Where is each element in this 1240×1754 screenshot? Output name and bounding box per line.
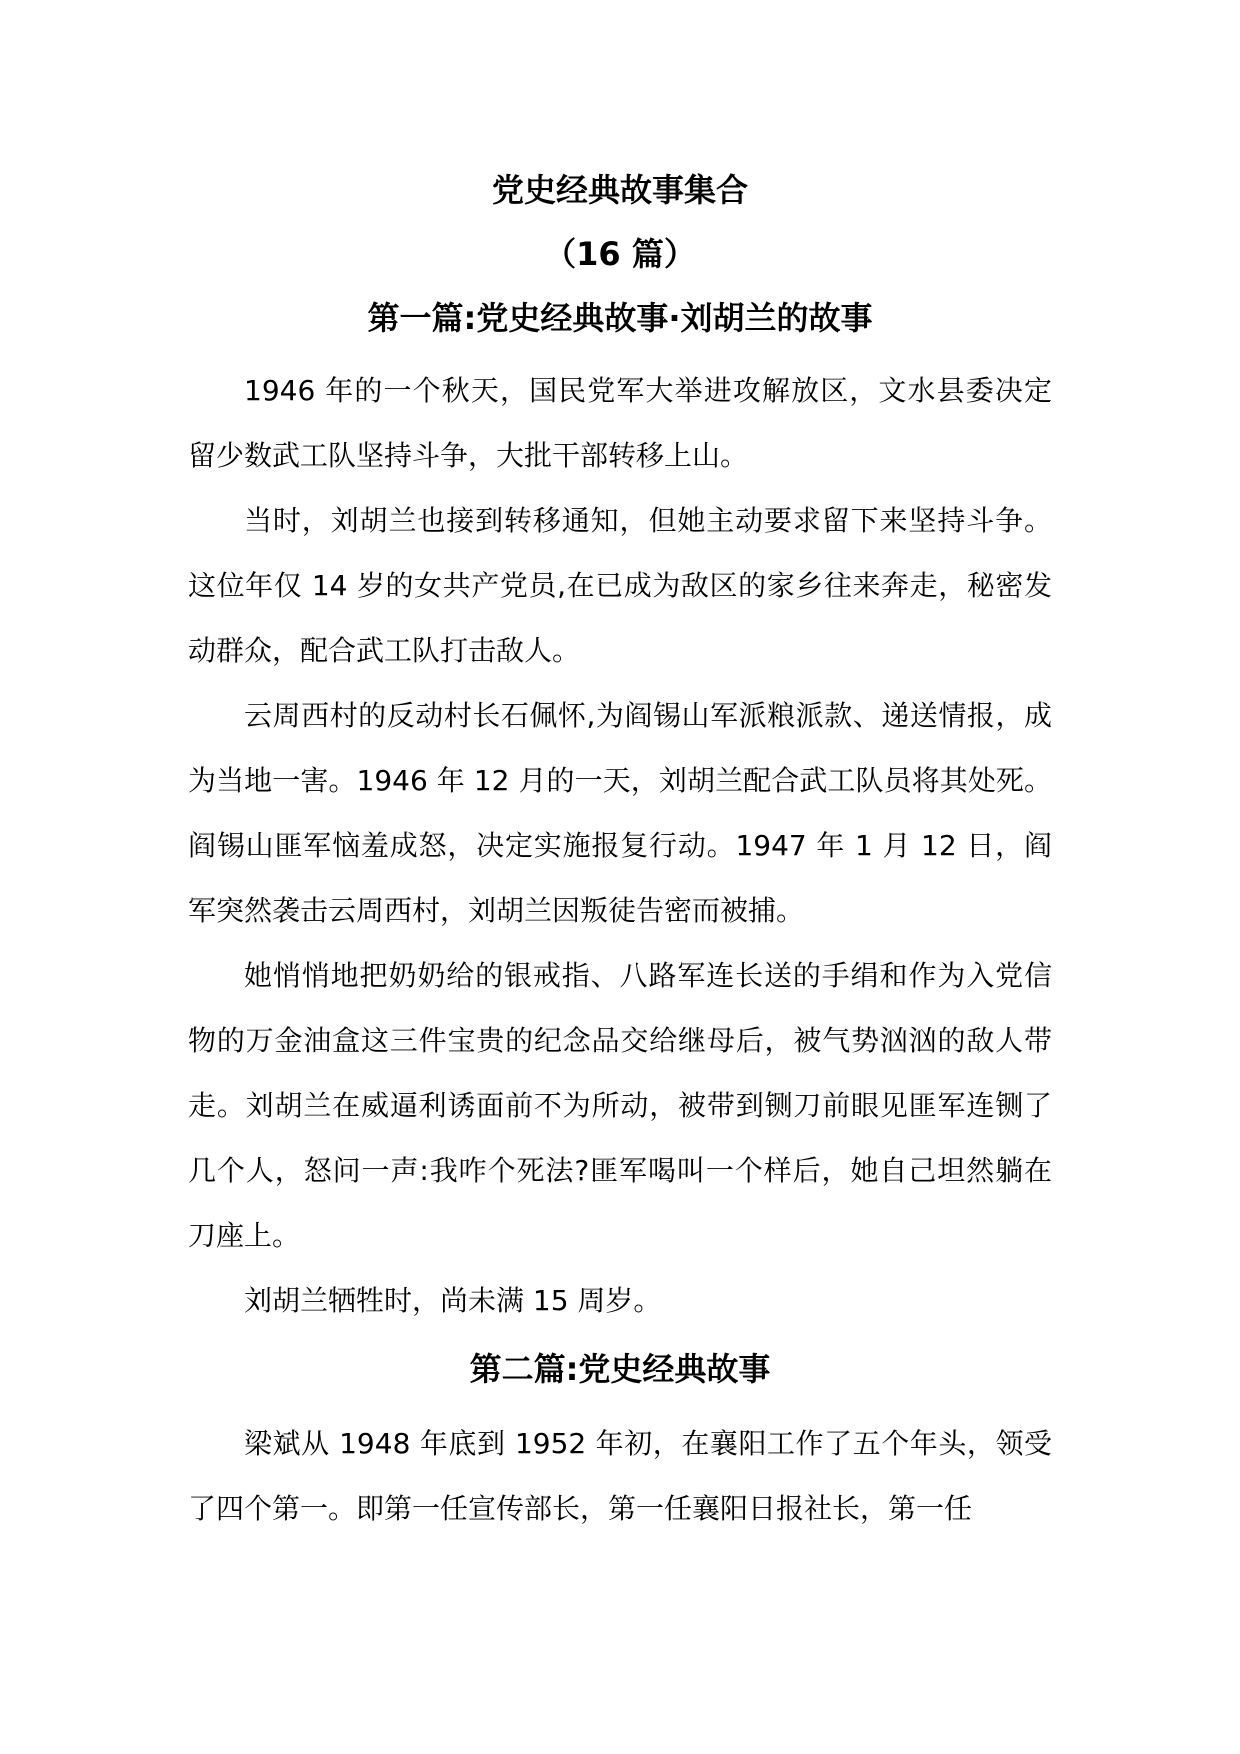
paragraph: 云周西村的反动村长石佩怀,为阎锡山军派粮派款、递送情报，成为当地一害。1946 年 12 月的一天，刘胡兰配合武工队员将其处死。阎锡山匪军恼羞成怒，决定实施报复行动。1947 年 1 月 12 日，阎军突然袭击云周西村，刘胡兰因叛徒告密而被捕。 [188,699,1052,927]
section-2 [188,1349,1052,1541]
paragraph: 1946 年的一个秋天，国民党军大举进攻解放区，文水县委决定留少数武工队坚持斗争，大批干部转移上山。 [188,374,1052,472]
paragraph: 刘胡兰牺牲时，尚未满 15 周岁。 [244,1284,662,1317]
paragraph: 她悄悄地把奶奶给的银戒指、八路军连长送的手绢和作为入党信物的万金油盒这三件宝贵的纪念品交给继母后，被气势汹汹的敌人带走。刘胡兰在威逼利诱面前不为所动，被带到铡刀前眼见匪军连铡了几个人，怒问一声:我咋个死法?匪军喝叫一个样后，她自己坦然躺在刀座上。 [188,959,1052,1252]
section-1 [188,298,1052,1333]
document-subtitle: （16 篇） [544,235,696,273]
paragraph: 梁斌从 1948 年底到 1952 年初，在襄阳工作了五个年头，领受了四个第一。即第一任宣传部长，第一任襄阳日报社长，第一任 [188,1427,1052,1525]
section-heading: 第二篇:党史经典故事 [469,1350,771,1388]
paragraph: 当时，刘胡兰也接到转移通知，但她主动要求留下来坚持斗争。这位年仅 14 岁的女共产党员,在已成为敌区的家乡往来奔走，秘密发动群众，配合武工队打击敌人。 [188,504,1052,667]
document-page [188,170,1052,1541]
document-title: 党史经典故事集合 [491,171,748,209]
section-heading: 第一篇:党史经典故事·刘胡兰的故事 [367,299,873,337]
